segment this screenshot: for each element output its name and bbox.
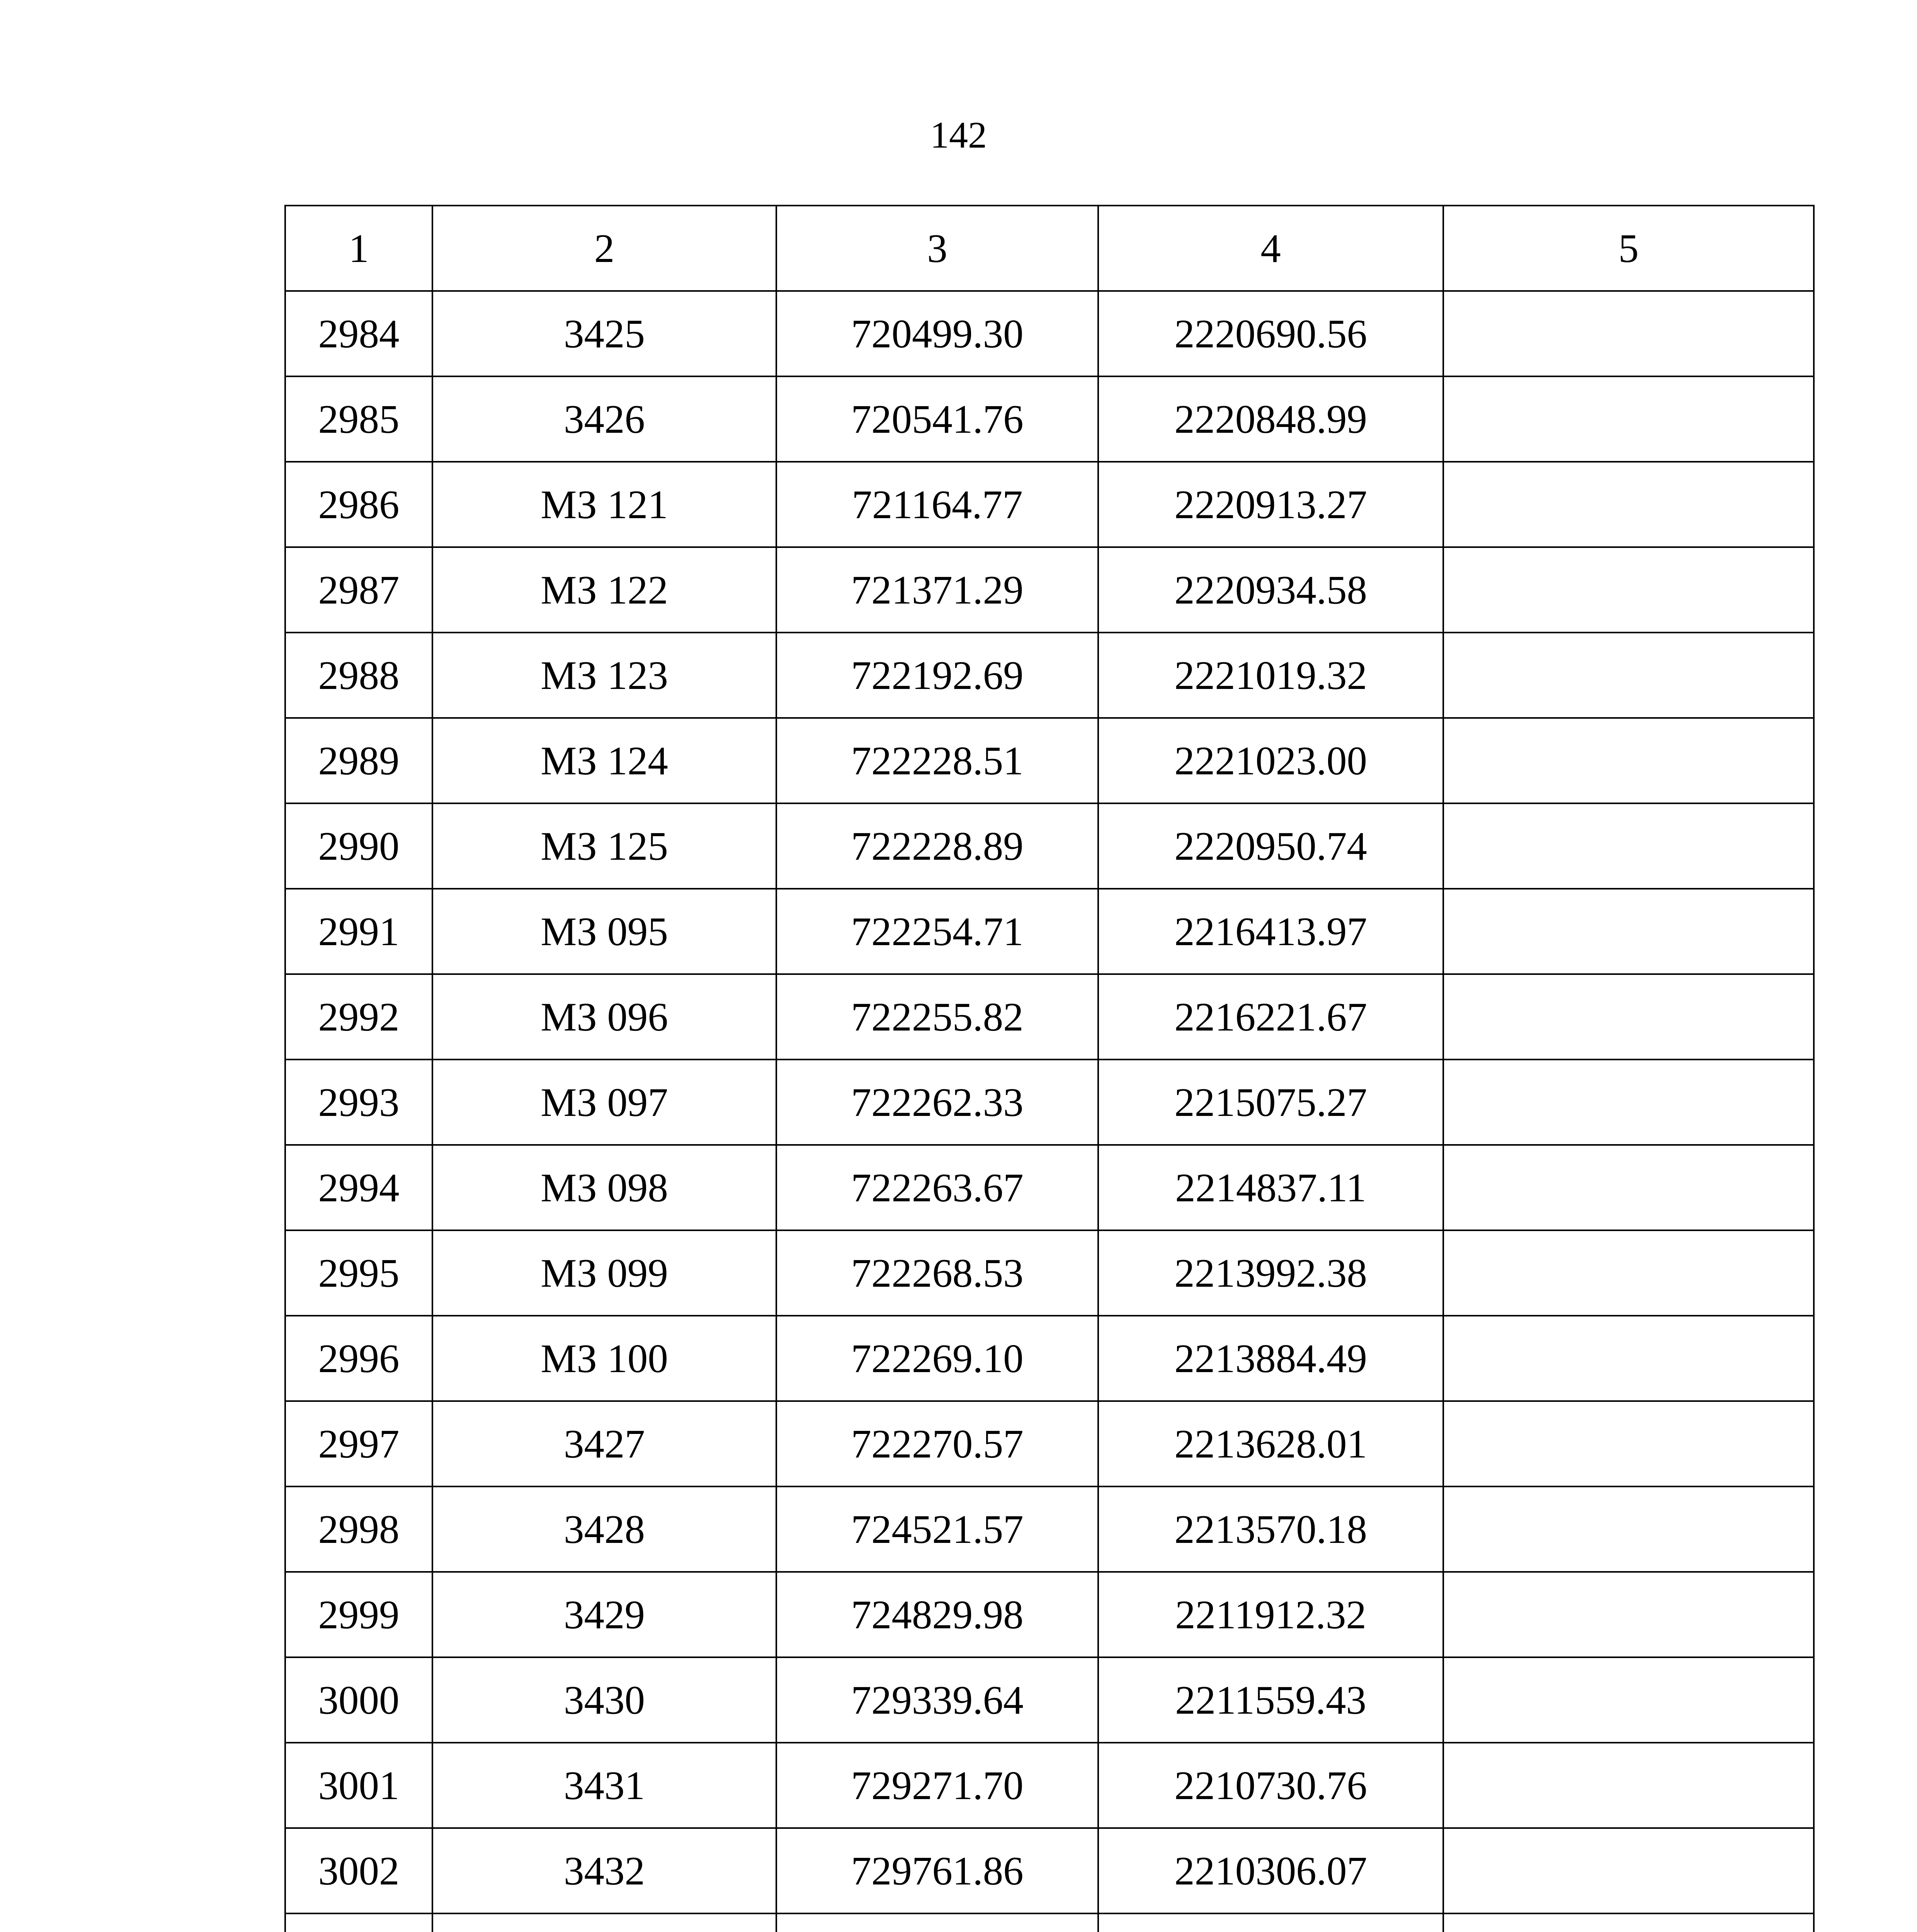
point-id-cell: МЗ 097 (432, 1060, 776, 1145)
note-cell (1443, 1145, 1814, 1230)
x-coordinate-cell: 722262.33 (776, 1060, 1098, 1145)
column-header-2: 2 (432, 206, 776, 291)
y-coordinate-cell: 2213570.18 (1098, 1486, 1443, 1572)
table-row (285, 376, 1814, 462)
y-coordinate-cell: 2216221.67 (1098, 974, 1443, 1060)
row-number-cell: 2986 (285, 462, 432, 547)
table-row (285, 803, 1814, 889)
note-cell (1443, 718, 1814, 803)
point-id-cell (432, 1913, 776, 1932)
point-id-cell: МЗ 096 (432, 974, 776, 1060)
note-cell (1443, 291, 1814, 376)
table-row (285, 889, 1814, 974)
table-row (285, 633, 1814, 718)
row-number-cell: 2997 (285, 1401, 432, 1486)
x-coordinate-cell: 729271.70 (776, 1743, 1098, 1828)
y-coordinate-cell (1098, 1913, 1443, 1932)
column-header-4: 4 (1098, 206, 1443, 291)
table-row (285, 1657, 1814, 1743)
x-coordinate-cell: 724521.57 (776, 1486, 1098, 1572)
row-number-cell: 3001 (285, 1743, 432, 1828)
note-cell (1443, 1743, 1814, 1828)
point-id-cell: МЗ 122 (432, 547, 776, 633)
table-row (285, 1828, 1814, 1913)
x-coordinate-cell: 722255.82 (776, 974, 1098, 1060)
y-coordinate-cell: 2215075.27 (1098, 1060, 1443, 1145)
row-number-cell: 2991 (285, 889, 432, 974)
y-coordinate-cell: 2216413.97 (1098, 889, 1443, 974)
table-row (285, 1316, 1814, 1401)
column-header-3: 3 (776, 206, 1098, 291)
note-cell (1443, 1828, 1814, 1913)
row-number-cell: 2985 (285, 376, 432, 462)
point-id-cell: МЗ 124 (432, 718, 776, 803)
point-id-cell: 3428 (432, 1486, 776, 1572)
point-id-cell: 3426 (432, 376, 776, 462)
note-cell (1443, 1486, 1814, 1572)
note-cell (1443, 1230, 1814, 1316)
table-row (285, 1572, 1814, 1657)
column-header-1: 1 (285, 206, 432, 291)
row-number-cell: 2988 (285, 633, 432, 718)
row-number-cell: 3000 (285, 1657, 432, 1743)
point-id-cell: 3425 (432, 291, 776, 376)
table-row (285, 1060, 1814, 1145)
row-number-cell: 3002 (285, 1828, 432, 1913)
y-coordinate-cell: 2220690.56 (1098, 291, 1443, 376)
point-id-cell: МЗ 125 (432, 803, 776, 889)
y-coordinate-cell: 2221023.00 (1098, 718, 1443, 803)
x-coordinate-cell: 721371.29 (776, 547, 1098, 633)
note-cell (1443, 974, 1814, 1060)
table-row (285, 1743, 1814, 1828)
note-cell (1443, 376, 1814, 462)
row-number-cell: 2993 (285, 1060, 432, 1145)
row-number-cell: 2995 (285, 1230, 432, 1316)
point-id-cell: 3431 (432, 1743, 776, 1828)
row-number-cell (285, 1913, 432, 1932)
note-cell (1443, 1401, 1814, 1486)
x-coordinate-cell: 722268.53 (776, 1230, 1098, 1316)
table-row (285, 291, 1814, 376)
table-row (285, 1230, 1814, 1316)
table-row (285, 1145, 1814, 1230)
y-coordinate-cell: 2220934.58 (1098, 547, 1443, 633)
row-number-cell: 2996 (285, 1316, 432, 1401)
note-cell (1443, 1657, 1814, 1743)
point-id-cell: 3430 (432, 1657, 776, 1743)
x-coordinate-cell: 722228.51 (776, 718, 1098, 803)
note-cell (1443, 633, 1814, 718)
row-number-cell: 2992 (285, 974, 432, 1060)
table-row (285, 1486, 1814, 1572)
x-coordinate-cell: 722192.69 (776, 633, 1098, 718)
y-coordinate-cell: 2221019.32 (1098, 633, 1443, 718)
point-id-cell: 3429 (432, 1572, 776, 1657)
x-coordinate-cell: 729761.86 (776, 1828, 1098, 1913)
row-number-cell: 2994 (285, 1145, 432, 1230)
x-coordinate-cell: 722228.89 (776, 803, 1098, 889)
table-row (285, 718, 1814, 803)
row-number-cell: 2999 (285, 1572, 432, 1657)
x-coordinate-cell: 724829.98 (776, 1572, 1098, 1657)
y-coordinate-cell: 2220950.74 (1098, 803, 1443, 889)
table-row (285, 1913, 1814, 1932)
y-coordinate-cell: 2211559.43 (1098, 1657, 1443, 1743)
x-coordinate-cell: 720541.76 (776, 376, 1098, 462)
note-cell (1443, 1913, 1814, 1932)
page-number: 142 (930, 114, 987, 156)
x-coordinate-cell: 722263.67 (776, 1145, 1098, 1230)
point-id-cell: МЗ 121 (432, 462, 776, 547)
row-number-cell: 2990 (285, 803, 432, 889)
point-id-cell: 3427 (432, 1401, 776, 1486)
table-row (285, 974, 1814, 1060)
row-number-cell: 2984 (285, 291, 432, 376)
x-coordinate-cell: 722269.10 (776, 1316, 1098, 1401)
x-coordinate-cell: 720499.30 (776, 291, 1098, 376)
point-id-cell: МЗ 098 (432, 1145, 776, 1230)
y-coordinate-cell: 2213884.49 (1098, 1316, 1443, 1401)
note-cell (1443, 1060, 1814, 1145)
x-coordinate-cell: 722254.71 (776, 889, 1098, 974)
y-coordinate-cell: 2220913.27 (1098, 462, 1443, 547)
point-id-cell: 3432 (432, 1828, 776, 1913)
note-cell (1443, 462, 1814, 547)
table-header-row (285, 206, 1814, 291)
point-id-cell: МЗ 099 (432, 1230, 776, 1316)
note-cell (1443, 889, 1814, 974)
point-id-cell: МЗ 123 (432, 633, 776, 718)
column-header-5: 5 (1443, 206, 1814, 291)
x-coordinate-cell: 722270.57 (776, 1401, 1098, 1486)
note-cell (1443, 1316, 1814, 1401)
y-coordinate-cell: 2210730.76 (1098, 1743, 1443, 1828)
point-id-cell: МЗ 100 (432, 1316, 776, 1401)
table-row (285, 462, 1814, 547)
y-coordinate-cell: 2213628.01 (1098, 1401, 1443, 1486)
x-coordinate-cell: 721164.77 (776, 462, 1098, 547)
y-coordinate-cell: 2213992.38 (1098, 1230, 1443, 1316)
table-row (285, 1401, 1814, 1486)
y-coordinate-cell: 2211912.32 (1098, 1572, 1443, 1657)
y-coordinate-cell: 2220848.99 (1098, 376, 1443, 462)
note-cell (1443, 1572, 1814, 1657)
coordinates-table (284, 205, 1815, 1932)
row-number-cell: 2998 (285, 1486, 432, 1572)
note-cell (1443, 803, 1814, 889)
x-coordinate-cell (776, 1913, 1098, 1932)
row-number-cell: 2987 (285, 547, 432, 633)
x-coordinate-cell: 729339.64 (776, 1657, 1098, 1743)
y-coordinate-cell: 2210306.07 (1098, 1828, 1443, 1913)
point-id-cell: МЗ 095 (432, 889, 776, 974)
y-coordinate-cell: 2214837.11 (1098, 1145, 1443, 1230)
table-row (285, 547, 1814, 633)
row-number-cell: 2989 (285, 718, 432, 803)
note-cell (1443, 547, 1814, 633)
